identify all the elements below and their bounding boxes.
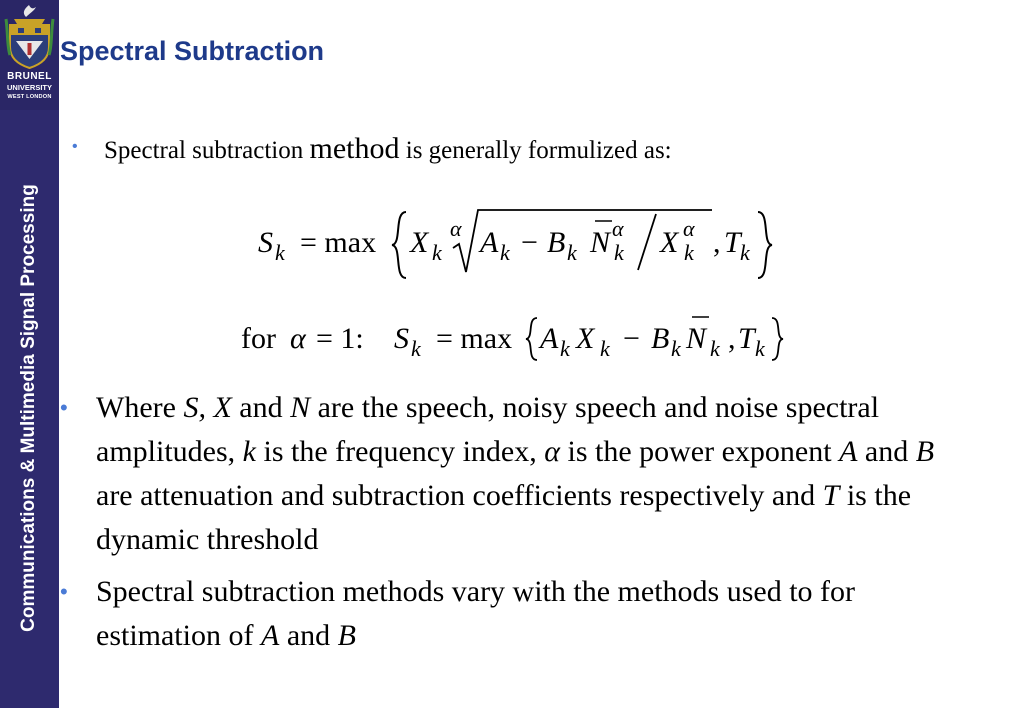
eq2-b-sub: k: [671, 336, 681, 361]
eq2-a-sub: k: [560, 336, 570, 361]
eq2-x-sub: k: [600, 336, 610, 361]
italic-run: N: [290, 391, 311, 424]
eq1-n-sub: k: [614, 240, 624, 265]
eq2-t: T: [738, 322, 755, 355]
logo-text-west-london: WEST LONDON: [7, 94, 52, 100]
eq2-n: N: [686, 322, 707, 355]
bullet-definitions: [60, 386, 960, 562]
eq2-lhs: S: [394, 322, 409, 355]
eq2-a: A: [540, 322, 559, 355]
eq1-slash: [638, 214, 656, 270]
bullet-methods: [60, 570, 960, 658]
text-run: and: [279, 619, 338, 652]
eq2-comma: ,: [728, 322, 736, 355]
eq1-lhs: S: [258, 226, 273, 259]
intro-text-part: Spectral subtraction: [104, 137, 310, 164]
eq2-right-brace: [772, 318, 783, 360]
crest-icon: [4, 3, 55, 69]
italic-run: A: [839, 435, 858, 468]
text-run: and: [857, 435, 916, 468]
italic-run: α: [544, 435, 560, 468]
eq2-alpha: α: [290, 322, 306, 355]
eq2-x: X: [576, 322, 595, 355]
eq2-left-brace: [526, 318, 537, 360]
methods-text: [96, 570, 960, 658]
eq2-t-sub: k: [755, 336, 765, 361]
intro-text: [104, 132, 672, 166]
sidebar: [0, 0, 59, 708]
sidebar-vertical-title: Communications & Multimedia Signal Processing: [18, 184, 39, 632]
eq1-b-sub: k: [567, 240, 577, 265]
italic-run: k: [242, 435, 256, 468]
logo-text-university: UNIVERSITY: [6, 83, 52, 92]
eq1-a: A: [480, 226, 499, 259]
italic-run: T: [822, 479, 840, 512]
text-run: is the dynamic threshold: [96, 479, 912, 556]
equation-general: [250, 200, 790, 290]
eq1-op: = max: [300, 226, 377, 259]
eq1-n: N: [590, 226, 611, 259]
eq1-b: B: [547, 226, 566, 259]
text-run: Spectral subtraction methods vary with the methods used to for estimation of: [96, 575, 856, 652]
eq1-x-sub: k: [432, 240, 442, 265]
eq1-right-brace: [758, 212, 772, 278]
text-run: is the frequency index,: [255, 435, 545, 468]
text-run: and: [231, 391, 291, 424]
eq2-n-sub: k: [710, 336, 720, 361]
eq1-minus: −: [521, 226, 538, 259]
text-run: are the speech, noisy speech and noise spectral amplitudes,: [96, 391, 880, 468]
eq2-eq-one: = 1:: [316, 322, 364, 355]
text-run: Where: [96, 391, 184, 424]
eq1-x: X: [410, 226, 429, 259]
intro-text-part: is generally formulized as:: [399, 137, 672, 164]
italic-run: B: [915, 435, 935, 468]
eq1-lhs-sub: k: [275, 240, 285, 265]
eq1-t: T: [724, 226, 741, 259]
equation-alpha-one: [238, 312, 798, 368]
slide-title: Spectral Subtraction: [60, 36, 325, 66]
eq1-t-sub: k: [740, 240, 750, 265]
intro-text-emphasis: method: [309, 132, 400, 165]
logo-text-brunel: BRUNEL: [7, 71, 52, 82]
eq1-n-sup: α: [612, 216, 624, 241]
bullet-marker: •: [60, 579, 68, 604]
text-run: is the power exponent: [559, 435, 840, 468]
text-run: are attenuation and subtraction coefficients respectively and: [96, 479, 823, 512]
italic-run: B: [337, 619, 356, 652]
bullet-marker: •: [60, 395, 68, 420]
definitions-text: [96, 386, 960, 562]
eq1-comma: ,: [713, 226, 721, 259]
bullet-marker: •: [72, 138, 78, 155]
eq1-a-sub: k: [500, 240, 510, 265]
eq2-minus: −: [623, 322, 640, 355]
eq2-op: = max: [436, 322, 513, 355]
eq1-x2: X: [660, 226, 679, 259]
university-logo: [0, 0, 59, 110]
eq2-lhs-sub: k: [411, 336, 421, 361]
italic-run: S, X: [183, 391, 232, 424]
eq2-b: B: [651, 322, 670, 355]
italic-run: A: [260, 619, 280, 652]
eq1-x2-sup: α: [683, 216, 695, 241]
eq2-prefix: for: [241, 322, 276, 355]
eq1-root-index: α: [450, 216, 462, 241]
eq1-left-brace: [392, 212, 406, 278]
eq1-x2-sub: k: [684, 240, 694, 265]
